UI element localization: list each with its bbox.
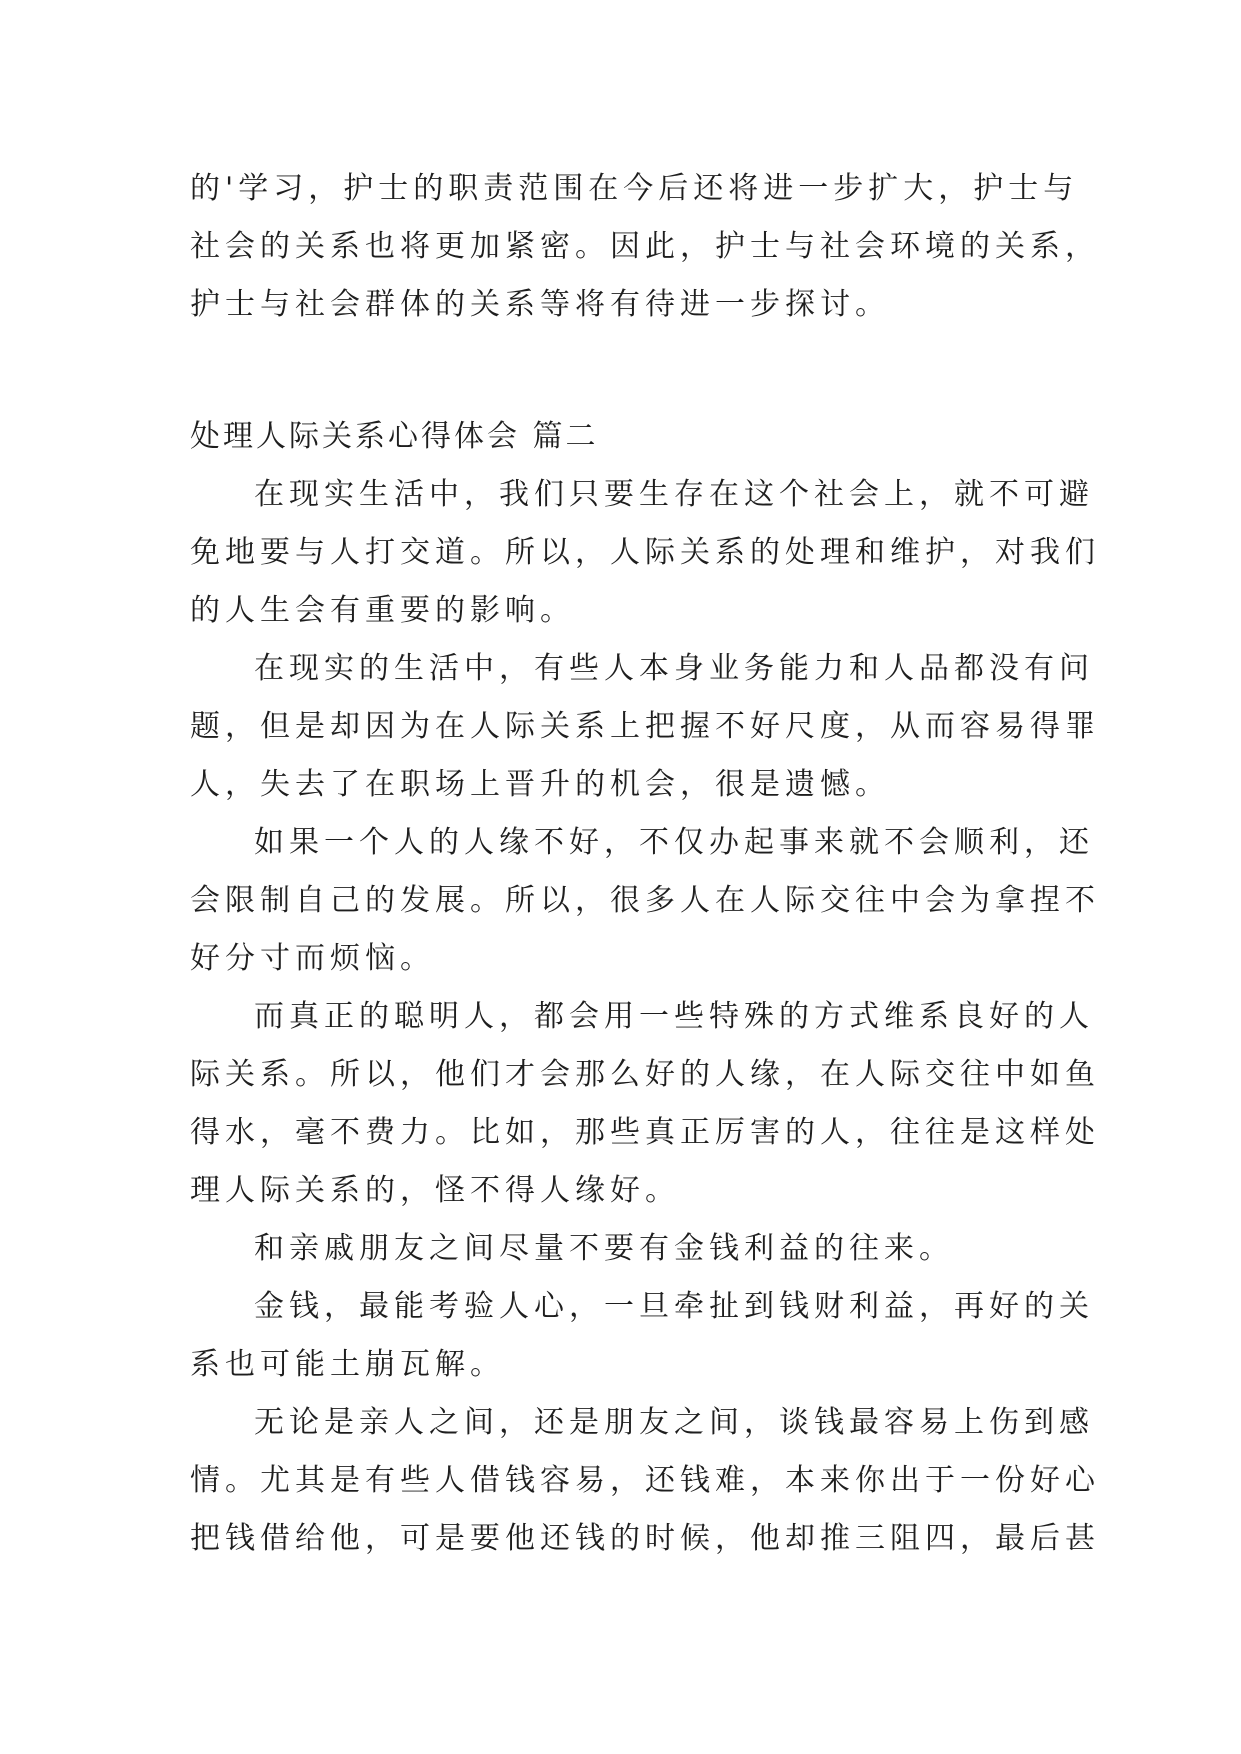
text-line: 人，失去了在职场上晋升的机会，很是遗憾。 [190, 767, 890, 802]
paragraph-gap [190, 334, 1065, 408]
intro-paragraph [190, 160, 1100, 334]
paragraph-3 [190, 814, 1100, 988]
paragraph-5 [190, 1220, 1065, 1278]
section-title: 处理人际关系心得体会 篇二 [190, 419, 599, 454]
document-body [190, 160, 1100, 1568]
paragraph-7 [190, 1394, 1100, 1568]
text-line: 而真正的聪明人，都会用一些特殊的方式维系良好的人 [254, 999, 1094, 1034]
text-line: 情。尤其是有些人借钱容易，还钱难，本来你出于一份好心 [190, 1463, 1100, 1498]
text-line: 在现实生活中，我们只要生存在这个社会上，就不可避 [254, 477, 1094, 512]
text-line: 题，但是却因为在人际关系上把握不好尺度，从而容易得罪 [190, 709, 1100, 744]
text-line: 得水，毫不费力。比如，那些真正厉害的人，往往是这样处 [190, 1115, 1100, 1150]
text-line: 的'学习，护士的职责范围在今后还将进一步扩大，护士与 [190, 171, 1079, 206]
paragraph-4 [190, 988, 1100, 1220]
text-line: 和亲戚朋友之间尽量不要有金钱利益的往来。 [254, 1231, 954, 1266]
text-line: 在现实的生活中，有些人本身业务能力和人品都没有问 [254, 651, 1094, 686]
text-line: 系也可能土崩瓦解。 [190, 1347, 505, 1382]
text-line: 好分寸而烦恼。 [190, 941, 435, 976]
paragraph-2 [190, 640, 1100, 814]
paragraph-1 [190, 466, 1100, 640]
text-line: 金钱，最能考验人心，一旦牵扯到钱财利益，再好的关 [254, 1289, 1094, 1324]
text-line: 际关系。所以，他们才会那么好的人缘，在人际交往中如鱼 [190, 1057, 1100, 1092]
text-line: 无论是亲人之间，还是朋友之间，谈钱最容易上伤到感 [254, 1405, 1094, 1440]
text-line: 的人生会有重要的影响。 [190, 593, 575, 628]
text-line: 会限制自己的发展。所以，很多人在人际交往中会为拿捏不 [190, 883, 1100, 918]
text-line: 护士与社会群体的关系等将有待进一步探讨。 [190, 287, 890, 322]
paragraph-6 [190, 1278, 1094, 1394]
text-line: 免地要与人打交道。所以，人际关系的处理和维护，对我们 [190, 535, 1100, 570]
text-line: 理人际关系的，怪不得人缘好。 [190, 1173, 680, 1208]
text-line: 如果一个人的人缘不好，不仅办起事来就不会顺利，还 [254, 825, 1094, 860]
text-line: 把钱借给他，可是要他还钱的时候，他却推三阻四，最后甚 [190, 1521, 1100, 1556]
text-line: 社会的关系也将更加紧密。因此，护士与社会环境的关系， [190, 229, 1100, 264]
